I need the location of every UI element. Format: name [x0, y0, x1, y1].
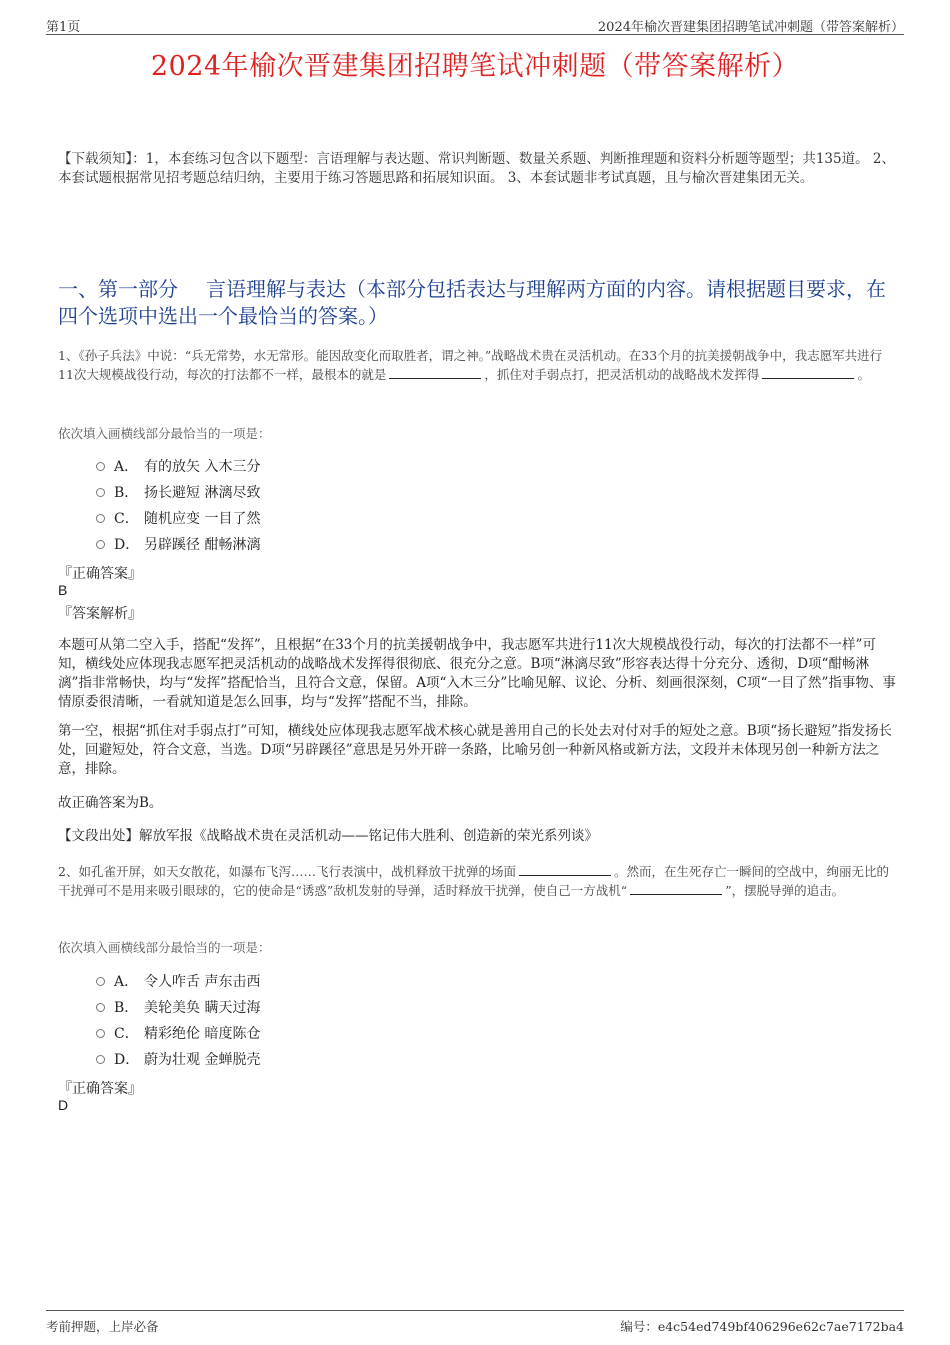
question-2-instruction: 依次填入画横线部分最恰当的一项是：: [58, 940, 271, 955]
analysis-conclusion: 故正确答案为B。: [58, 795, 163, 811]
passage-source: 【文段出处】解放军报《战略战术贵在灵活机动——铭记伟大胜利、创造新的荣光系列谈》: [58, 828, 598, 844]
analysis-paragraph-2: 第一空，根据“抓住对手弱点打”可知，横线处应体现我志愿军战术核心就是善用自己的长处去对付对手的短处之意。B项“扬长避短”指发扬长处，回避短处，符合文意，当选。D项“另辟蹊径”意思是另外开辟一条路，比喻另创一种新风格或新方法，文段并未体现另创一种新方法之意，排除。: [58, 723, 893, 777]
radio-icon[interactable]: [96, 540, 105, 549]
section-part-desc: 言语理解与表达（本部分包括表达与理解两方面的内容。请根据题目要求，在四个选项中选出一个最恰当的答案。）: [58, 277, 886, 328]
answer-blank: [630, 882, 722, 895]
option-d[interactable]: D． 蔚为壮观 金蝉脱壳: [96, 1046, 260, 1072]
question-2-text: 2、如孔雀开屏，如天女散花，如瀑布飞泻……飞行表演中，战机释放干扰弹的场面 。然而，在生死存亡一瞬间的空战中，绚丽无比的干扰弹可不是用来吸引眼球的，它的使命是“诱惑”敌机发射的导弹，适时释放干扰弹，使自己一方战机“ ”，摆脱导弹的追击。: [58, 864, 889, 898]
section-heading: [58, 276, 898, 330]
option-a[interactable]: A． 令人咋舌 声东击西: [96, 968, 260, 994]
question-1-text: 1、《孙子兵法》中说：“兵无常势，水无常形。能因敌变化而取胜者，谓之神。”战略战术贵在灵活机动。在33个月的抗美援朝战争中，我志愿军共进行11次大规模战役行动，每次的打法都不一样，最根本的就是 ，抓住对手弱点打，把灵活机动的战略战术发挥得 。: [58, 348, 883, 382]
footer-slogan: 考前押题，上岸必备: [46, 1319, 159, 1334]
question-1-instruction: 依次填入画横线部分最恰当的一项是：: [58, 426, 271, 441]
download-notice: 【下载须知】：1，本套练习包含以下题型：言语理解与表达题、常识判断题、数量关系题、判断推理题和资料分析题等题型；共135道。 2、本套试题根据常见招考题总结归纳，主要用于练习答题思路和拓展知识面。 3、本套试题非考试真题，且与榆次晋建集团无关。: [58, 151, 895, 186]
radio-icon[interactable]: [96, 488, 105, 497]
option-a[interactable]: A． 有的放矢 入木三分: [96, 453, 260, 479]
answer-blank: [762, 366, 854, 379]
page-footer: [46, 1310, 904, 1335]
analysis-label: 『答案解析』: [58, 606, 142, 622]
document-title: 2024年榆次晋建集团招聘笔试冲刺题（带答案解析）: [150, 51, 800, 82]
radio-icon[interactable]: [96, 977, 105, 986]
analysis-paragraph-1: 本题可从第二空入手，搭配“发挥”，且根据“在33个月的抗美援朝战争中，我志愿军共进行11次大规模战役行动，每次的打法都不一样”可知，横线处应体现我志愿军把灵活机动的战略战术发挥得很彻底、很充分之意。B项“淋漓尽致”形容表达得十分充分、透彻，D项“酣畅淋漓”指非常畅快，均与“发挥”搭配恰当，且符合文意，保留。A项“入木三分”比喻见解、议论、分析、刻画很深刻，C项“一目了然”指事物、事情原委很清晰，一看就知道是怎么回事，均与“发挥”搭配不当，排除。: [58, 637, 896, 710]
radio-icon[interactable]: [96, 1029, 105, 1038]
correct-answer: B: [58, 582, 68, 598]
correct-answer-label: 『正确答案』: [58, 1081, 142, 1097]
answer-blank: [389, 366, 481, 379]
correct-answer-label: 『正确答案』: [58, 566, 142, 582]
option-b[interactable]: B． 美轮美奂 瞒天过海: [96, 994, 260, 1020]
footer-doc-id: 编号：e4c54ed749bf406296e62c7ae7172ba4: [620, 1319, 904, 1334]
answer-blank: [519, 863, 611, 876]
correct-answer: D: [58, 1097, 69, 1113]
question-1-options: [96, 453, 260, 557]
radio-icon[interactable]: [96, 1055, 105, 1064]
radio-icon[interactable]: [96, 1003, 105, 1012]
question-2-options: [96, 968, 260, 1072]
page-number: 第1页: [46, 20, 81, 35]
option-c[interactable]: C． 精彩绝伦 暗度陈仓: [96, 1020, 260, 1046]
radio-icon[interactable]: [96, 462, 105, 471]
page-header: [46, 16, 904, 35]
radio-icon[interactable]: [96, 514, 105, 523]
section-part-label: 一、第一部分: [58, 277, 178, 301]
option-d[interactable]: D． 另辟蹊径 酣畅淋漓: [96, 531, 260, 557]
option-c[interactable]: C． 随机应变 一目了然: [96, 505, 260, 531]
header-doc-title: 2024年榆次晋建集团招聘笔试冲刺题（带答案解析）: [597, 20, 904, 35]
option-b[interactable]: B． 扬长避短 淋漓尽致: [96, 479, 260, 505]
